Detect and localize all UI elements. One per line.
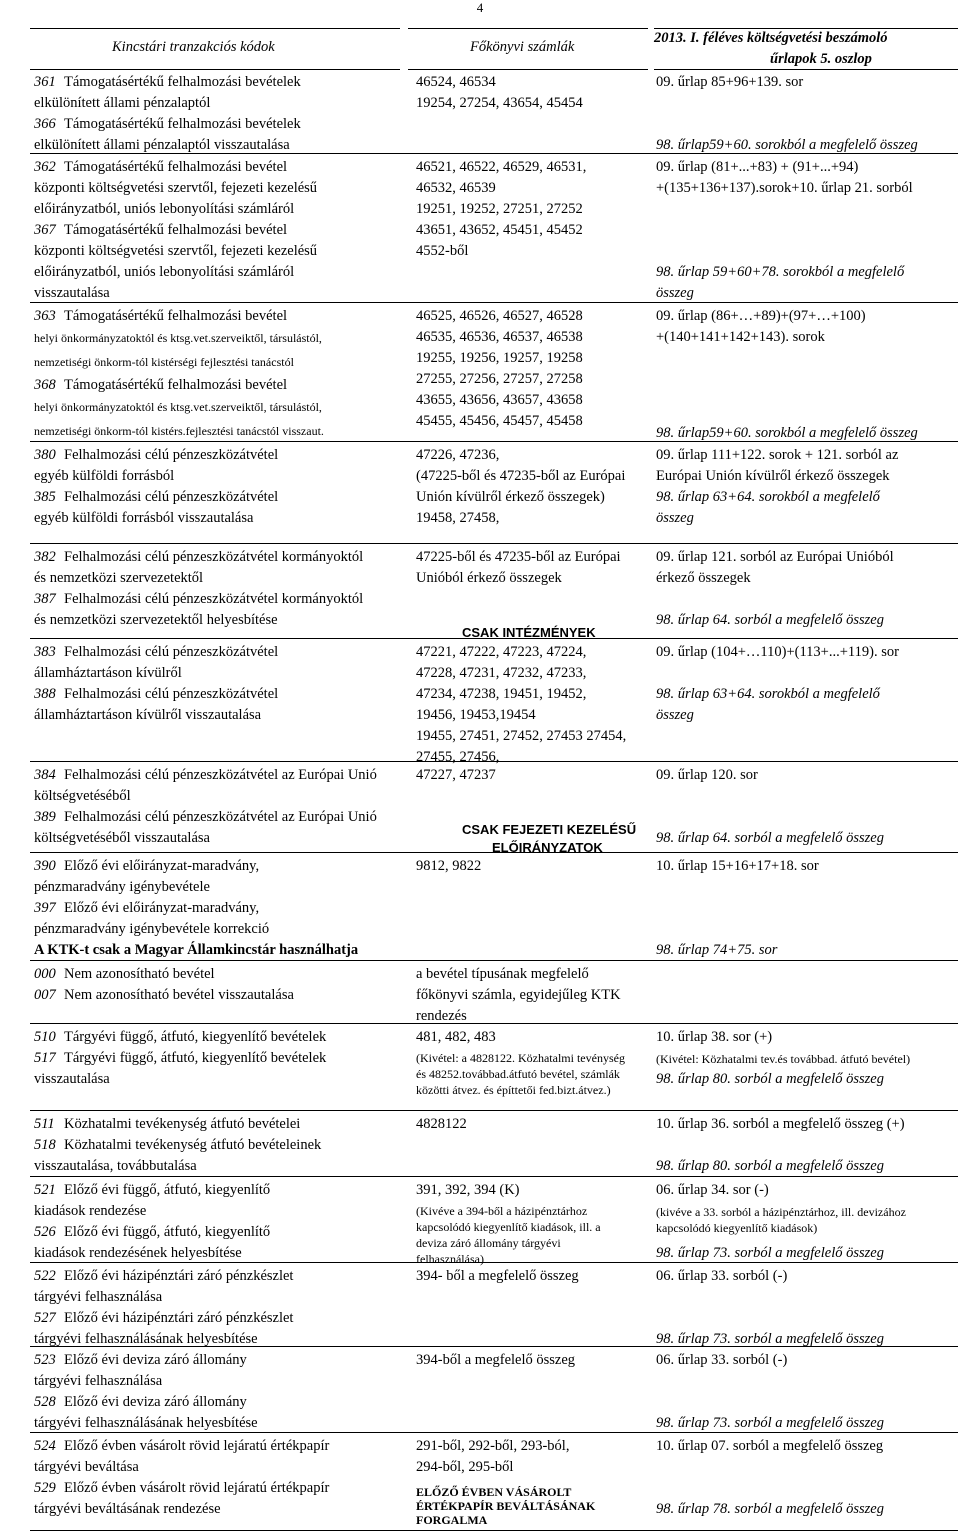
transaction-description: egyéb külföldi forrásból [34,468,175,484]
transaction-code: 389 [34,809,56,825]
form-reference: +(140+141+142+143). sorok [656,329,825,345]
account-numbers: 46532, 46539 [416,180,496,196]
transaction-description: Közhatalmi tevékenység átfutó bevételeinek [64,1137,322,1153]
transaction-description: tárgyévi felhasználásának helyesbítése [34,1415,258,1431]
form-reference: 06. űrlap 34. sor (-) [656,1182,769,1198]
transaction-code: 397 [34,900,56,916]
transaction-description: Felhalmozási célú pénzeszközátvétel az Európai Unió [64,767,377,783]
account-note-bold: FORGALMA [416,1513,488,1527]
transaction-code: 368 [34,377,56,393]
transaction-description: Felhalmozási célú pénzeszközátvétel [64,644,279,660]
account-numbers: 19254, 27254, 43654, 45454 [416,95,583,111]
table-bottom-line [30,1530,958,1531]
transaction-description: Előző évi függő, átfutó, kiegyenlítő [64,1224,271,1240]
transaction-description: Tárgyévi függő, átfutó, kiegyenlítő bevételek [64,1029,327,1045]
transaction-description: előirányzatból, uniós lebonyolítási számláról [34,201,295,217]
transaction-description: pénzmaradvány igénybevétele [34,879,210,895]
account-note: (Kivétel: a 4828122. Közhatalmi tevénység [416,1051,625,1065]
account-numbers: 19251, 19252, 27251, 27252 [416,201,583,217]
transaction-description: központi költségvetési szervtől, fejezeti kezelésű [34,180,318,196]
account-numbers: a bevétel típusának megfelelő [416,966,589,982]
account-numbers: 43651, 43652, 45451, 45452 [416,222,583,238]
form-reference: 98. űrlap 80. sorból a megfelelő összeg [656,1158,884,1174]
row-divider [30,1023,958,1024]
header-col-accounts [408,28,648,70]
transaction-description: Nem azonosítható bevétel [64,966,215,982]
transaction-description: visszautalása [34,285,110,301]
account-note-bold: ÉRTÉKPAPÍR BEVÁLTÁSÁNAK [416,1499,596,1513]
account-numbers: 27255, 27256, 27257, 27258 [416,371,583,387]
form-reference: 98. űrlap59+60. sorokból a megfelelő összeg [656,425,918,441]
form-reference: 09. űrlap 121. sorból az Európai Unióból [656,549,894,565]
transaction-description: Előző évi házipénztári záró pénzkészlet [64,1310,294,1326]
transaction-code: 518 [34,1137,56,1153]
restriction-label: CSAK FEJEZETI KEZELÉSŰ [462,822,637,837]
transaction-description: visszautalása [34,1071,110,1087]
transaction-description: Felhalmozási célú pénzeszközátvétel kormányoktól [64,549,364,565]
transaction-description: Felhalmozási célú pénzeszközátvétel [64,489,279,505]
transaction-code: 380 [34,447,56,463]
transaction-description: Előző évi házipénztári záró pénzkészlet [64,1268,294,1284]
transaction-description: elkülönített állami pénzalaptól [34,95,211,111]
account-numbers: Unióból érkező összegek [416,570,562,586]
account-note: kapcsolódó kiegyenlítő kiadások, ill. a [416,1220,601,1234]
transaction-description: Felhalmozási célú pénzeszközátvétel kormányoktól [64,591,364,607]
form-reference: 98. űrlap 80. sorból a megfelelő összeg [656,1071,884,1087]
account-numbers: 46535, 46536, 46537, 46538 [416,329,583,345]
transaction-code: 528 [34,1394,56,1410]
form-reference: Európai Unión kívülről érkező összegek [656,468,890,484]
transaction-code: 007 [34,987,56,1003]
transaction-description: Támogatásértékű felhalmozási bevétel [64,159,288,175]
transaction-description: költségvetéséből [34,788,131,804]
form-reference: 98. űrlap 64. sorból a megfelelő összeg [656,830,884,846]
transaction-description: tárgyévi beváltásának rendezése [34,1501,221,1517]
form-reference: 98. űrlap 59+60+78. sorokból a megfelelő [656,264,905,280]
form-reference: érkező összegek [656,570,751,586]
transaction-description: nemzetiségi önkorm-tól kistérségi fejlesztési tanácstól [34,355,294,369]
account-numbers: 4552-ből [416,243,469,259]
restriction-label: CSAK INTÉZMÉNYEK [462,625,596,640]
account-numbers: 47226, 47236, [416,447,500,463]
account-numbers: Unión kívülről érkező összegek) [416,489,605,505]
transaction-code: 362 [34,159,56,175]
header-forms-line2: űrlapok 5. oszlop [770,51,872,67]
row-divider [30,441,958,442]
transaction-description: helyi önkormányzatoktól és ktsg.vet.szerveiktől, társulástól, [34,331,322,345]
transaction-code: 523 [34,1352,56,1368]
account-numbers: 47221, 47222, 47223, 47224, [416,644,587,660]
account-note-bold: ELŐZŐ ÉVBEN VÁSÁROLT [416,1485,572,1499]
row-divider [30,638,958,639]
transaction-code: 385 [34,489,56,505]
transaction-description: központi költségvetési szervtől, fejezeti kezelésű [34,243,318,259]
account-note: felhasználása) [416,1252,484,1266]
form-reference: 10. űrlap 36. sorból a megfelelő összeg (+) [656,1116,905,1132]
form-reference: 09. űrlap (104+…110)+(113+...+119). sor [656,644,899,660]
transaction-description: Támogatásértékű felhalmozási bevételek [64,116,301,132]
row-divider [30,302,958,303]
account-numbers: főkönyvi számla, egyidejűleg KTK [416,987,621,1003]
transaction-description: Felhalmozási célú pénzeszközátvétel [64,447,279,463]
account-numbers: 19456, 19453,19454 [416,707,536,723]
transaction-description: Előző évi függő, átfutó, kiegyenlítő [64,1182,271,1198]
transaction-description: kiadások rendezése [34,1203,147,1219]
transaction-description: tárgyévi beváltása [34,1459,139,1475]
account-note: közötti átvez. és építtetői fed.bizt.átvez.) [416,1083,611,1097]
account-note: és 48252.továbbad.átfutó bevétel, számlák [416,1067,620,1081]
transaction-code: 529 [34,1480,56,1496]
page-number: 4 [476,0,484,15]
form-reference: 98. űrlap 74+75. sor [656,942,778,958]
transaction-code: 387 [34,591,56,607]
header-col-codes [30,28,400,70]
account-numbers: 19455, 27451, 27452, 27453 27454, [416,728,627,744]
header-codes-label: Kincstári tranzakciós kódok [112,39,275,55]
form-reference: összeg [656,707,694,723]
form-reference: 10. űrlap 38. sor (+) [656,1029,773,1045]
transaction-description: költségvetéséből visszautalása [34,830,210,846]
transaction-code: 522 [34,1268,56,1284]
account-numbers: 46521, 46522, 46529, 46531, [416,159,587,175]
transaction-code: 000 [34,966,56,982]
transaction-code: 390 [34,858,56,874]
transaction-description: Előző évi deviza záró állomány [64,1352,247,1368]
form-reference: (kivéve a 33. sorból a házipénztárhoz, ill. devizához [656,1205,906,1219]
account-numbers: (47225-ből és 47235-ből az Európai [416,468,626,484]
account-numbers: 47225-ből és 47235-ből az Európai [416,549,621,565]
transaction-description: helyi önkormányzatoktól és ktsg.vet.szerveiktől, társulástól, [34,400,322,414]
row-divider [30,1432,958,1433]
form-reference: 98. űrlap 63+64. sorokból a megfelelő [656,489,880,505]
header-accounts-label: Főkönyvi számlák [470,39,575,55]
account-numbers: 294-ből, 295-ből [416,1459,514,1475]
transaction-description: Felhalmozási célú pénzeszközátvétel [64,686,279,702]
account-numbers: 45455, 45456, 45457, 45458 [416,413,583,429]
form-reference: 09. űrlap (81+...+83) + (91+...+94) [656,159,859,175]
header-col-forms [654,28,958,70]
account-numbers: 19255, 19256, 19257, 19258 [416,350,583,366]
form-reference: 10. űrlap 07. sorból a megfelelő összeg [656,1438,884,1454]
transaction-description: tárgyévi felhasználásának helyesbítése [34,1331,258,1347]
transaction-description: államháztartáson kívülről visszautalása [34,707,262,723]
transaction-code: 511 [34,1116,55,1132]
transaction-description: Támogatásértékű felhalmozási bevétel [64,308,288,324]
form-reference: 98. űrlap 78. sorból a megfelelő összeg [656,1501,884,1517]
restriction-label: ELŐIRÁNYZATOK [492,840,603,855]
transaction-description: nemzetiségi önkorm-tól kistérs.fejlesztési tanácstól visszaut. [34,424,324,438]
transaction-description: kiadások rendezésének helyesbítése [34,1245,242,1261]
transaction-code: 367 [34,222,56,238]
account-numbers: 9812, 9822 [416,858,482,874]
row-divider [30,852,958,853]
transaction-description: Felhalmozási célú pénzeszközátvétel az Európai Unió [64,809,377,825]
account-numbers: 394-ből a megfelelő összeg [416,1352,576,1368]
account-numbers: 4828122 [416,1116,467,1132]
row-divider [30,1262,958,1263]
transaction-description: és nemzetközi szervezetektől [34,570,204,586]
form-reference: (Kivétel: Közhatalmi tev.és továbbad. átfutó bevétel) [656,1052,911,1066]
transaction-code: 366 [34,116,56,132]
transaction-code: 382 [34,549,56,565]
transaction-description: visszautalása, továbbutalása [34,1158,197,1174]
transaction-code: 521 [34,1182,56,1198]
transaction-description: tárgyévi felhasználása [34,1289,163,1305]
transaction-code: 383 [34,644,56,660]
transaction-description: Támogatásértékű felhalmozási bevétel [64,222,288,238]
transaction-code: 527 [34,1310,56,1326]
form-reference: összeg [656,285,694,301]
form-reference: 98. űrlap 63+64. sorokból a megfelelő [656,686,880,702]
form-reference: 98. űrlap 73. sorból a megfelelő összeg [656,1415,884,1431]
transaction-description: előirányzatból, uniós lebonyolítási számláról [34,264,295,280]
form-reference: 09. űrlap (86+…+89)+(97+…+100) [656,308,866,324]
form-reference: 98. űrlap 73. sorból a megfelelő összeg [656,1331,884,1347]
row-divider [30,1346,958,1347]
account-numbers: 481, 482, 483 [416,1029,496,1045]
account-numbers: 47227, 47237 [416,767,496,783]
transaction-description: pénzmaradvány igénybevétele korrekció [34,921,270,937]
transaction-code: 363 [34,308,56,324]
transaction-description: Támogatásértékű felhalmozási bevétel [64,377,288,393]
transaction-description: A KTK-t csak a Magyar Államkincstár használhatja [34,942,359,958]
account-numbers: 291-ből, 292-ből, 293-ból, [416,1438,570,1454]
transaction-description: és nemzetközi szervezetektől helyesbítése [34,612,278,628]
form-reference: összeg [656,510,694,526]
account-numbers: 27455, 27456, [416,749,500,765]
transaction-code: 384 [34,767,56,783]
row-divider [30,153,958,154]
row-divider [30,1110,958,1111]
account-numbers: 47234, 47238, 19451, 19452, [416,686,587,702]
account-numbers: 43655, 43656, 43657, 43658 [416,392,583,408]
row-divider [30,543,958,544]
account-numbers: 47228, 47231, 47232, 47233, [416,665,587,681]
transaction-description: Támogatásértékű felhalmozási bevételek [64,74,301,90]
account-numbers: 46524, 46534 [416,74,496,90]
form-reference: 09. űrlap 85+96+139. sor [656,74,804,90]
form-reference: 09. űrlap 111+122. sorok + 121. sorból az [656,447,899,463]
account-numbers: 394- ből a megfelelő összeg [416,1268,579,1284]
form-reference: 98. űrlap 64. sorból a megfelelő összeg [656,612,884,628]
transaction-description: Előző évben vásárolt rövid lejáratú értékpapír [64,1480,330,1496]
transaction-description: államháztartáson kívülről [34,665,182,681]
transaction-description: Közhatalmi tevékenység átfutó bevételei [64,1116,301,1132]
transaction-description: Előző évi előirányzat-maradvány, [64,858,260,874]
form-reference: 10. űrlap 15+16+17+18. sor [656,858,819,874]
form-reference: 09. űrlap 120. sor [656,767,758,783]
transaction-code: 526 [34,1224,56,1240]
account-numbers: 19458, 27458, [416,510,500,526]
transaction-description: Előző évi deviza záró állomány [64,1394,247,1410]
transaction-description: Előző évi előirányzat-maradvány, [64,900,260,916]
row-divider [30,761,958,762]
form-reference: kapcsolódó kiegyenlítő kiadások) [656,1221,818,1235]
transaction-code: 510 [34,1029,56,1045]
form-reference: 06. űrlap 33. sorból (-) [656,1268,788,1284]
account-note: deviza záró állomány tárgyévi [416,1236,561,1250]
transaction-description: Tárgyévi függő, átfutó, kiegyenlítő bevételek [64,1050,327,1066]
row-divider [30,1176,958,1177]
transaction-description: tárgyévi felhasználása [34,1373,163,1389]
transaction-code: 361 [34,74,56,90]
transaction-description: Nem azonosítható bevétel visszautalása [64,987,294,1003]
form-reference: 06. űrlap 33. sorból (-) [656,1352,788,1368]
transaction-code: 388 [34,686,56,702]
account-numbers: rendezés [416,1008,467,1024]
account-numbers: 46525, 46526, 46527, 46528 [416,308,583,324]
transaction-code: 524 [34,1438,56,1454]
form-reference: 98. űrlap59+60. sorokból a megfelelő összeg [656,137,918,153]
row-divider [30,960,958,961]
form-reference: 98. űrlap 73. sorból a megfelelő összeg [656,1245,884,1261]
account-note: (Kivéve a 394-ből a házipénztárhoz [416,1204,588,1218]
form-reference: +(135+136+137).sorok+10. űrlap 21. sorból [656,180,913,196]
transaction-description: Előző évben vásárolt rövid lejáratú értékpapír [64,1438,330,1454]
transaction-code: 517 [34,1050,56,1066]
transaction-description: elkülönített állami pénzalaptól visszautalása [34,137,290,153]
transaction-description: egyéb külföldi forrásból visszautalása [34,510,254,526]
header-forms-line1: 2013. I. féléves költségvetési beszámoló [654,30,888,46]
account-numbers: 391, 392, 394 (K) [416,1182,520,1198]
